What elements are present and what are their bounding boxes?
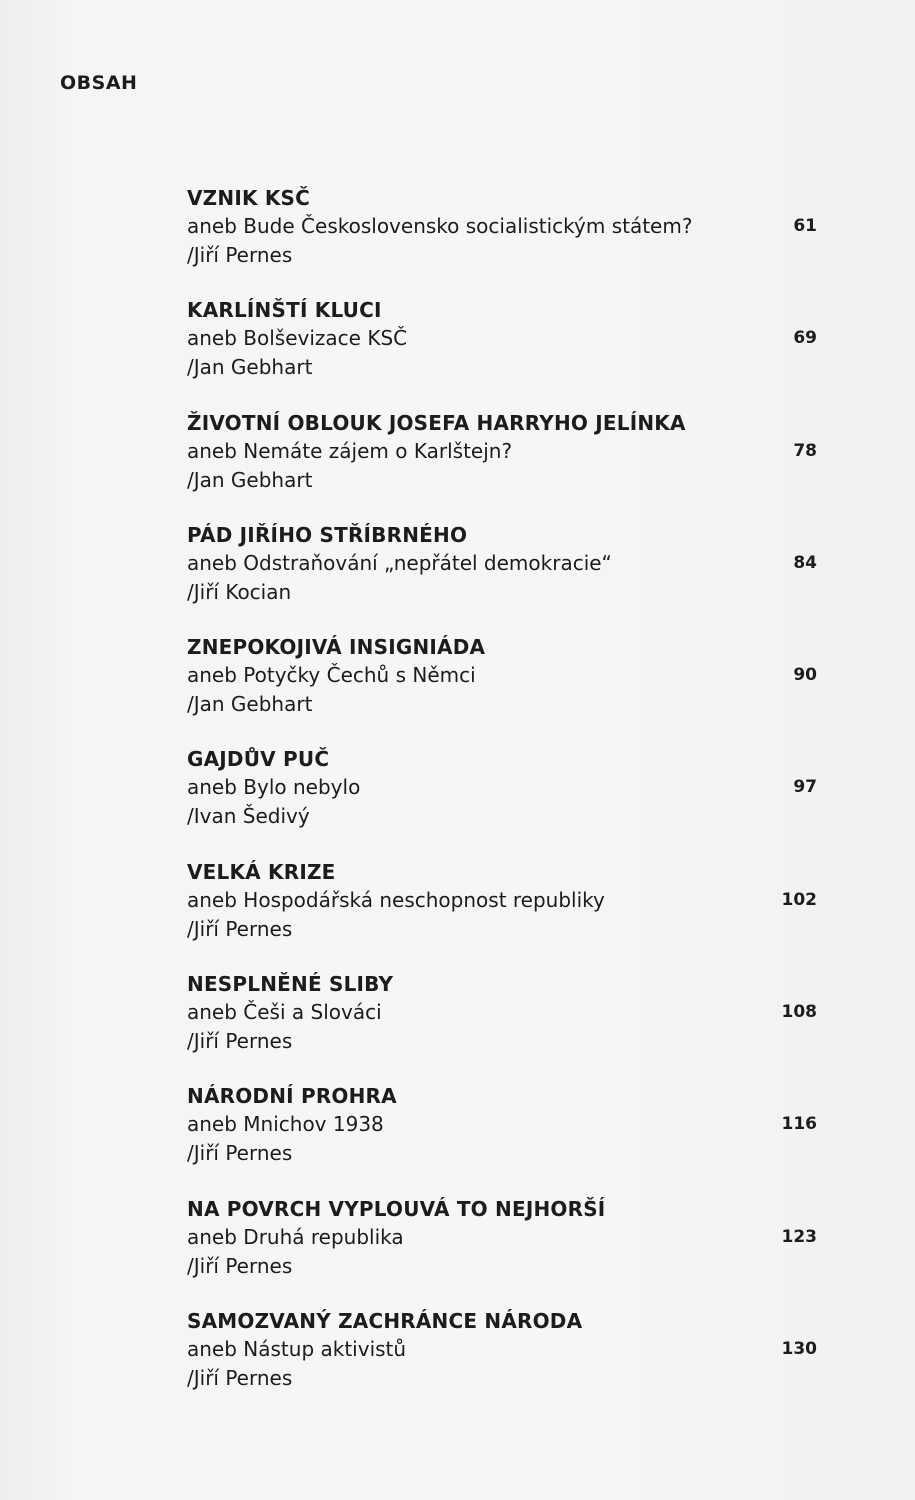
entry-author: /Jiří Pernes: [187, 1253, 293, 1278]
entry-title: VELKÁ KRIZE: [187, 859, 336, 884]
entry-title: ŽIVOTNÍ OBLOUK JOSEFA HARRYHO JELÍNKA: [187, 410, 686, 435]
entry-subtitle: aneb Češi a Slováci: [187, 1000, 382, 1025]
entry-author: /Jan Gebhart: [187, 692, 313, 717]
page-header: OBSAH: [60, 72, 138, 94]
entry-subtitle: aneb Hospodářská neschopnost republiky: [187, 887, 605, 912]
entry-subtitle: aneb Druhá republika: [187, 1224, 404, 1249]
entry-author: /Jan Gebhart: [187, 467, 313, 492]
toc-entry: [187, 1082, 827, 1194]
entry-subtitle: aneb Mnichov 1938: [187, 1112, 384, 1137]
entry-author: /Jiří Pernes: [187, 916, 293, 941]
entry-author: /Jiří Pernes: [187, 1365, 293, 1390]
entry-subtitle: aneb Bolševizace KSČ: [187, 326, 408, 351]
entry-page-number: 84: [793, 552, 817, 573]
entry-page-number: 97: [793, 777, 817, 798]
entry-page-number: 116: [781, 1114, 817, 1135]
toc-entry: [187, 409, 827, 521]
entry-author: /Jiří Pernes: [187, 1141, 293, 1166]
entry-author: /Jan Gebhart: [187, 355, 313, 380]
entry-author: /Ivan Šedivý: [187, 804, 310, 829]
entry-subtitle: aneb Nástup aktivistů: [187, 1336, 407, 1361]
toc-entry: [187, 184, 827, 296]
entry-page-number: 123: [781, 1226, 817, 1247]
entry-title: NA POVRCH VYPLOUVÁ TO NEJHORŠÍ: [187, 1196, 606, 1221]
entry-subtitle: aneb Nemáte zájem o Karlštejn?: [187, 438, 513, 463]
toc-entry: [187, 858, 827, 970]
entry-author: /Jiří Kocian: [187, 579, 292, 604]
table-of-contents: [187, 184, 827, 1419]
entry-title: SAMOZVANÝ ZACHRÁNCE NÁRODA: [187, 1308, 583, 1333]
entry-page-number: 78: [793, 440, 817, 461]
entry-page-number: 90: [793, 665, 817, 686]
toc-entry: [187, 1307, 827, 1419]
entry-title: NESPLNĚNÉ SLIBY: [187, 972, 394, 997]
toc-entry: [187, 1195, 827, 1307]
entry-title: PÁD JIŘÍHO STŘÍBRNÉHO: [187, 522, 468, 547]
entry-page-number: 61: [793, 216, 817, 236]
entry-title: ZNEPOKOJIVÁ INSIGNIÁDA: [187, 635, 486, 660]
toc-entry: [187, 970, 827, 1082]
entry-subtitle: aneb Odstraňování „nepřátel demokracie“: [187, 550, 612, 575]
entry-page-number: 108: [781, 1002, 817, 1023]
entry-subtitle: aneb Potyčky Čechů s Němci: [187, 663, 476, 688]
entry-page-number: 130: [781, 1338, 817, 1359]
toc-entry: [187, 296, 827, 408]
entry-title: VZNIK KSČ: [187, 186, 311, 210]
entry-title: GAJDŮV PUČ: [187, 747, 330, 772]
toc-entry: [187, 633, 827, 745]
entry-title: NÁRODNÍ PROHRA: [187, 1084, 397, 1109]
toc-entry: [187, 521, 827, 633]
entry-subtitle: aneb Bude Československo socialistickým státem?: [187, 214, 693, 238]
entry-page-number: 102: [781, 889, 817, 910]
entry-page-number: 69: [793, 328, 817, 349]
toc-entry: [187, 745, 827, 857]
entry-subtitle: aneb Bylo nebylo: [187, 775, 361, 800]
entry-author: /Jiří Pernes: [187, 1029, 293, 1054]
entry-title: KARLÍNŠTÍ KLUCI: [187, 298, 382, 323]
entry-author: /Jiří Pernes: [187, 243, 293, 267]
